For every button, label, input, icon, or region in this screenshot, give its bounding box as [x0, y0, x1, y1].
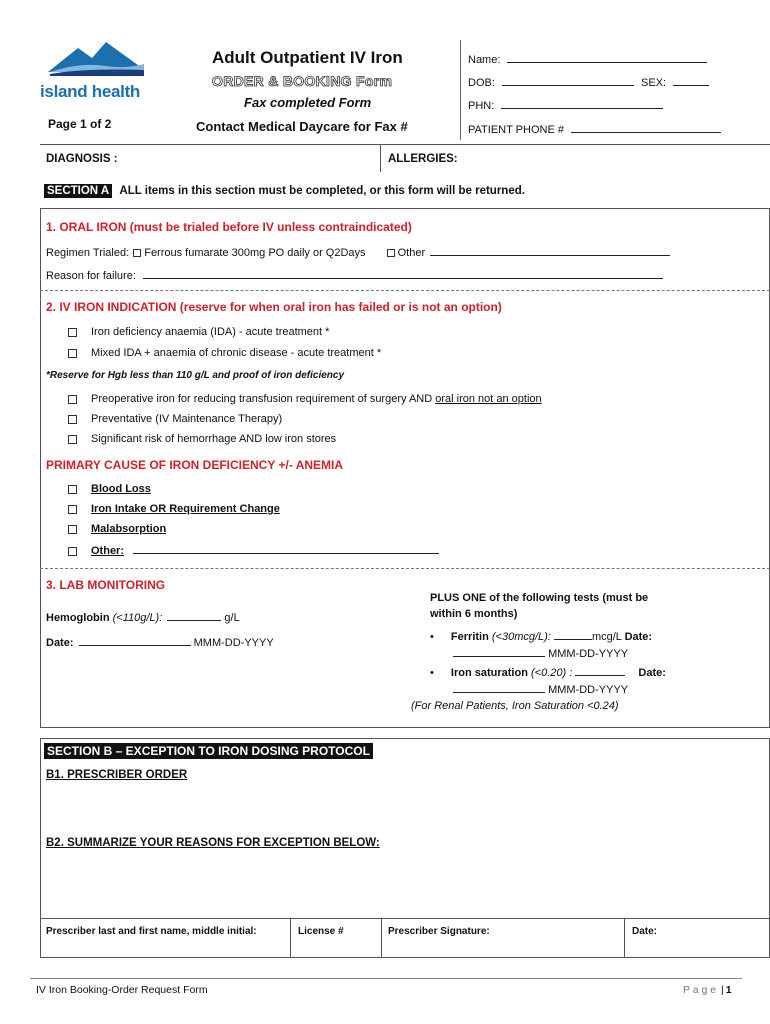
- regimen-label: Regimen Trialed:: [46, 247, 130, 259]
- dob-field[interactable]: DOB: SEX:: [468, 75, 709, 89]
- hgb-field[interactable]: [167, 610, 221, 621]
- ferritin-date-field[interactable]: [453, 646, 545, 657]
- footer-form-name: IV Iron Booking-Order Request Form: [36, 984, 208, 996]
- bullet-icon: •: [430, 667, 434, 679]
- divider-iv-lab: [40, 568, 770, 569]
- renal-note: (For Renal Patients, Iron Saturation <0.24): [411, 700, 619, 712]
- section-a-tag: SECTION A: [44, 184, 112, 198]
- ida-checkbox[interactable]: [68, 328, 77, 337]
- footer-line: [30, 978, 742, 979]
- saturation-date-field[interactable]: [453, 682, 545, 693]
- divider-oral-iv: [40, 290, 770, 291]
- sig-divider-2: [381, 918, 382, 958]
- exception-reasons-area[interactable]: [46, 854, 764, 914]
- sig-divider-1: [290, 918, 291, 958]
- phn-field[interactable]: PHN:: [468, 98, 663, 112]
- prescriber-order-area[interactable]: [46, 786, 764, 830]
- other-cause-option[interactable]: Other:: [68, 543, 439, 557]
- diagnosis-label[interactable]: DIAGNOSIS :: [46, 153, 118, 165]
- other-cause-field[interactable]: [133, 543, 439, 554]
- mixed-ida-checkbox[interactable]: [68, 349, 77, 358]
- lab-heading: 3. LAB MONITORING: [46, 578, 166, 592]
- b2-heading: B2. SUMMARIZE YOUR REASONS FOR EXCEPTION BELOW:: [46, 837, 380, 849]
- malabsorption-checkbox[interactable]: [68, 525, 77, 534]
- phone-field[interactable]: PATIENT PHONE #: [468, 122, 721, 136]
- form-title: Adult Outpatient IV Iron: [212, 48, 403, 67]
- footer-page: P a g e | 1: [683, 984, 732, 996]
- iron-intake-option[interactable]: Iron Intake OR Requirement Change: [68, 503, 280, 515]
- sex-label: SEX:: [641, 77, 667, 89]
- regimen-row: [46, 245, 670, 259]
- preventative-option[interactable]: Preventative (IV Maintenance Therapy): [68, 413, 282, 425]
- plus-one-line1: PLUS ONE of the following tests (must be: [430, 592, 649, 604]
- signature-field[interactable]: Prescriber Signature:: [388, 926, 490, 937]
- logo: [40, 38, 150, 100]
- reserve-note: *Reserve for Hgb less than 110 g/L and proof of iron deficiency: [46, 370, 345, 381]
- reason-field[interactable]: [143, 268, 663, 279]
- iron-intake-checkbox[interactable]: [68, 505, 77, 514]
- logo-text: island health: [40, 82, 141, 101]
- mountain-logo-icon: [40, 38, 150, 78]
- preop-checkbox[interactable]: [68, 395, 77, 404]
- page-label: Page 1 of 2: [48, 117, 112, 131]
- other-regimen-field[interactable]: [430, 245, 670, 256]
- ferritin-date-row: MMM-DD-YYYY: [453, 646, 628, 660]
- hgb-date-row: Date: MMM-DD-YYYY: [46, 637, 274, 649]
- ferritin-field[interactable]: [554, 629, 592, 640]
- signature-row-line: [40, 918, 770, 919]
- malabsorption-option[interactable]: Malabsorption: [68, 523, 166, 535]
- bullet-icon: •: [430, 631, 434, 643]
- prescriber-name-field[interactable]: Prescriber last and first name, middle initial:: [46, 926, 257, 937]
- diag-top-line: [40, 144, 770, 145]
- license-field[interactable]: License #: [298, 926, 344, 937]
- saturation-field[interactable]: [575, 665, 625, 676]
- contact-text: Contact Medical Daycare for Fax #: [196, 119, 408, 134]
- reason-label: Reason for failure:: [46, 270, 136, 282]
- other-regimen-option: Other: [397, 247, 426, 259]
- form-subtitle: ORDER & BOOKING Form: [212, 73, 393, 89]
- preop-option[interactable]: Preoperative iron for reducing transfusion requirement of surgery AND oral iron not an option: [68, 393, 542, 405]
- ida-option[interactable]: Iron deficiency anaemia (IDA) - acute treatment *: [68, 326, 329, 338]
- allergies-label[interactable]: ALLERGIES:: [388, 153, 458, 165]
- saturation-date-row: MMM-DD-YYYY: [453, 682, 628, 696]
- saturation-row: • Iron saturation (<0.20) : Date:: [430, 667, 666, 679]
- ferritin-row: • Ferritin (<30mcg/L): mcg/L Date:: [430, 631, 653, 643]
- hemorrhage-checkbox[interactable]: [68, 435, 77, 444]
- fax-completed: Fax completed Form: [244, 95, 372, 110]
- section-a-header: [44, 185, 525, 197]
- patient-info-divider: [460, 40, 461, 140]
- other-regimen-checkbox[interactable]: [387, 249, 395, 257]
- hgb-date-field[interactable]: [79, 635, 191, 646]
- hemorrhage-option[interactable]: Significant risk of hemorrhage AND low iron stores: [68, 433, 336, 445]
- ferrous-option: Ferrous fumarate 300mg PO daily or Q2Days: [144, 247, 366, 259]
- mixed-ida-option[interactable]: Mixed IDA + anaemia of chronic disease - acute treatment *: [68, 347, 381, 359]
- other-cause-checkbox[interactable]: [68, 547, 77, 556]
- blood-loss-option[interactable]: Blood Loss: [68, 483, 151, 495]
- diag-divider: [380, 144, 381, 172]
- iv-indication-heading: 2. IV IRON INDICATION (reserve for when oral iron has failed or is not an option): [46, 300, 502, 314]
- sig-divider-3: [624, 918, 625, 958]
- hgb-row: Hemoglobin (<110g/L): g/L: [46, 612, 240, 624]
- section-a-instruction: ALL items in this section must be completed, or this form will be returned.: [119, 185, 525, 197]
- preventative-checkbox[interactable]: [68, 415, 77, 424]
- page-number: 1: [725, 984, 732, 996]
- ferrous-checkbox[interactable]: [133, 249, 141, 257]
- reason-row: [46, 268, 663, 282]
- plus-one-line2: within 6 months): [430, 608, 518, 620]
- blood-loss-checkbox[interactable]: [68, 485, 77, 494]
- sig-date-field[interactable]: Date:: [632, 926, 658, 937]
- oral-iron-heading: 1. ORAL IRON (must be trialed before IV unless contraindicated): [46, 220, 412, 234]
- section-b-heading: SECTION B – EXCEPTION TO IRON DOSING PROTOCOL: [44, 744, 373, 758]
- primary-cause-heading: PRIMARY CAUSE OF IRON DEFICIENCY +/- ANEMIA: [46, 458, 344, 472]
- hgb-label: Hemoglobin: [46, 612, 110, 624]
- b1-heading: B1. PRESCRIBER ORDER: [46, 769, 188, 781]
- name-field[interactable]: Name:: [468, 52, 707, 66]
